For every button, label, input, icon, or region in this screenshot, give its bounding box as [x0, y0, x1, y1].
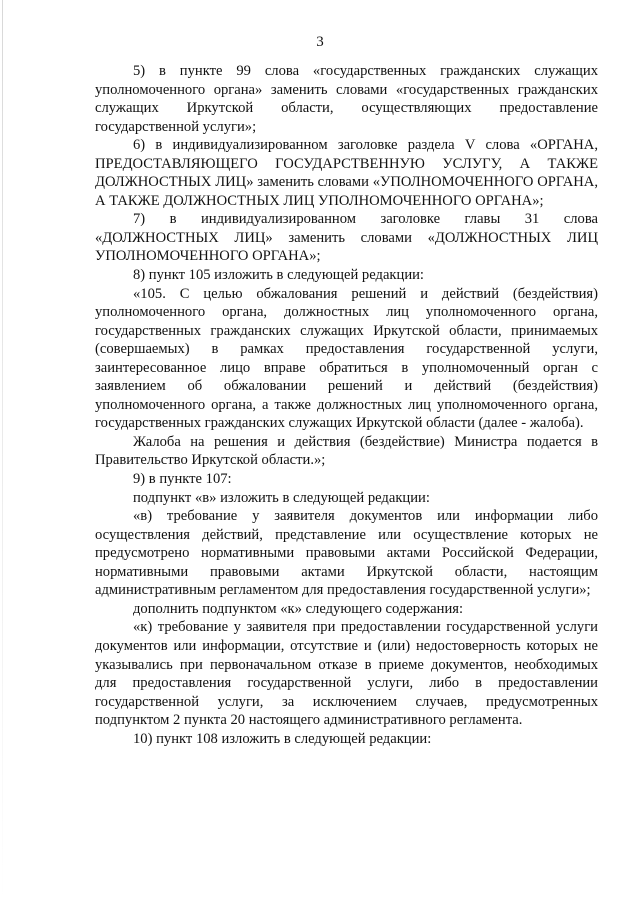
- paragraph-item-8: 8) пункт 105 изложить в следующей редакции:: [133, 267, 424, 284]
- paragraph-item-7: 7) в индивидуализированном заголовке главы 31 слова «ДОЛЖНОСТНЫХ ЛИЦ» заменить словами «ДОЛЖНОСТНЫХ ЛИЦ УПОЛНОМОЧЕННОГО ОРГАНА»;: [95, 211, 598, 265]
- subpoint-v-text: «в) требование у заявителя документов или информации либо осуществления действий, представление или осуществление которых не предусмотрено нормативными правовыми актами Российской Федерации, нормативными правовыми актами Иркутской области, настоящим административным регламентом для предоставления государственной услуги»;: [95, 508, 598, 599]
- paragraph-item-6: 6) в индивидуализированном заголовке раздела V слова «ОРГАНА, ПРЕДОСТАВЛЯЮЩЕГО ГОСУДАРСТВЕННУЮ УСЛУГУ, А ТАКЖЕ ДОЛЖНОСТНЫХ ЛИЦ» заменить словами «УПОЛНОМОЧЕННОГО ОРГАНА, А ТАКЖЕ ДОЛЖНОСТНЫХ ЛИЦ УПОЛНОМОЧЕННОГО ОРГАНА»;: [95, 137, 598, 209]
- scan-edge-line: [2, 0, 3, 901]
- complaint-minister-paragraph: Жалоба на решения и действия (бездействие) Министра подается в Правительство Иркутской области.»;: [95, 433, 598, 469]
- paragraph-item-5: 5) в пункте 99 слова «государственных гражданских служащих уполномоченного органа» заменить словами «государственных гражданских служащих Иркутской области, осуществляющих предоставление государственной услуги»;: [95, 63, 598, 135]
- page-number: 3: [316, 34, 324, 50]
- quoted-point-105: «105. С целью обжалования решений и действий (бездействия) уполномоченного органа, должностных лиц уполномоченного органа, государственных гражданских служащих Иркутской области, принимаемых (совершаемых) в рамках предоставления государственной услуги, заинтересованное лицо вправе обратиться в уполномоченный орган с заявлением об обжаловании решений и действий (бездействия) уполномоченного органа, а также должностных лиц уполномоченного органа, государственных гражданских служащих Иркутской области (далее - жалоба).: [95, 285, 598, 432]
- paragraph-item-10: 10) пункт 108 изложить в следующей редакции:: [133, 730, 432, 747]
- subpoint-k-text: «к) требование у заявителя при предоставлении государственной услуги документов или информации, отсутствие и (или) недостоверность которых не указывались при первоначальном отказе в приеме документов, необходимых для предоставления государственной услуги, либо в предоставлении государственной услуги, за исключением случаев, предусмотренных подпунктом 2 пункта 20 настоящего административного регламента.: [95, 619, 598, 729]
- document-body: [95, 62, 598, 748]
- paragraph-item-9: 9) в пункте 107:: [133, 471, 232, 488]
- subpoint-k-intro: дополнить подпунктом «к» следующего содержания:: [133, 600, 464, 617]
- subpoint-v-intro: подпункт «в» изложить в следующей редакции:: [133, 489, 430, 506]
